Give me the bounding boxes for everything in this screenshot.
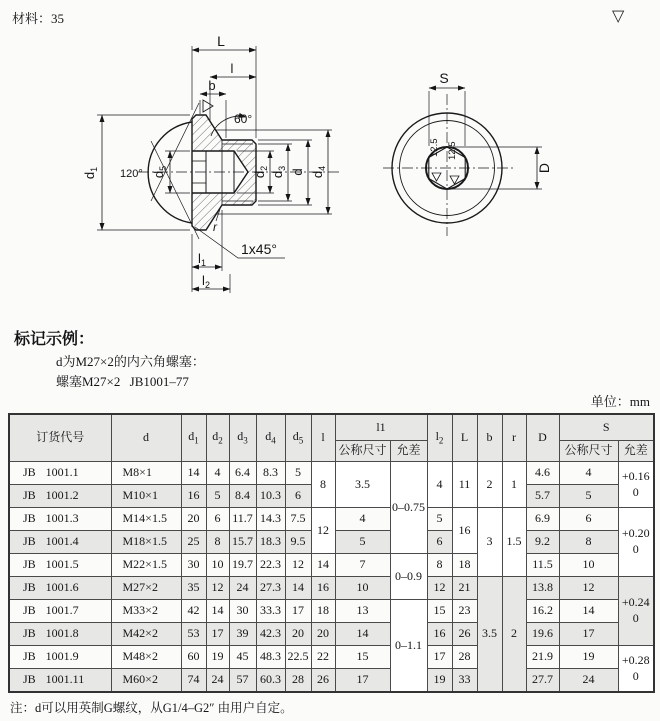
cell-l: 18	[311, 600, 335, 623]
cell-D: 27.7	[526, 669, 559, 693]
cell-d: M60×2	[111, 669, 181, 693]
cell-d2: 5	[206, 485, 229, 508]
plug-section-body	[192, 115, 256, 230]
cell-D: 21.9	[526, 646, 559, 669]
col-header-code: 订货代号	[9, 414, 111, 462]
cell-s-tolerance: +0.24 0	[618, 577, 654, 646]
cell-code: JB 1001.9	[9, 646, 111, 669]
cell-l2: 6	[427, 531, 452, 554]
cell-d5: 5	[285, 462, 311, 485]
cell-d1: 14	[181, 462, 206, 485]
cell-d1: 60	[181, 646, 206, 669]
material-label: 材料：35	[12, 11, 65, 26]
cell-l2: 17	[427, 646, 452, 669]
cell-d3: 6.4	[229, 462, 256, 485]
chamfer-label: 1x45°	[241, 241, 277, 257]
cell-s-tolerance: +0.28 0	[618, 646, 654, 693]
surface-finish-triangle-icon: ▽	[612, 6, 625, 25]
cell-l1-nominal: 13	[335, 600, 390, 623]
col-header-l: l	[311, 414, 335, 462]
cell-L: 16	[452, 508, 477, 554]
cell-d: M10×1	[111, 485, 181, 508]
cell-code: JB 1001.2	[9, 485, 111, 508]
cell-d2: 19	[206, 646, 229, 669]
dim-label-b: b	[208, 78, 216, 93]
cell-d1: 20	[181, 508, 206, 531]
dim-label-d1: $d_1$	[82, 166, 99, 180]
cell-d4: 33.3	[256, 600, 285, 623]
cell-d3: 15.7	[229, 531, 256, 554]
cell-d5: 12	[285, 554, 311, 577]
cell-d1: 30	[181, 554, 206, 577]
cell-d: M42×2	[111, 623, 181, 646]
cell-d1: 53	[181, 623, 206, 646]
cell-d5: 20	[285, 623, 311, 646]
cell-b: 2	[477, 462, 502, 508]
cell-l2: 8	[427, 554, 452, 577]
cell-L: 11	[452, 462, 477, 508]
cell-d3: 57	[229, 669, 256, 693]
cell-D: 13.8	[526, 577, 559, 600]
dim-label-l2: $l_2$	[202, 273, 210, 290]
cell-d5: 9.5	[285, 531, 311, 554]
cell-l1-nominal: 10	[335, 577, 390, 600]
roughness-value-2: 12.5	[447, 141, 458, 160]
cell-d4: 27.3	[256, 577, 285, 600]
cell-code: JB 1001.4	[9, 531, 111, 554]
cell-D: 11.5	[526, 554, 559, 577]
cell-l1-nominal: 3.5	[335, 462, 390, 508]
cell-L: 33	[452, 669, 477, 693]
marking-example-line: 螺塞M27×2 JB1001–77	[56, 374, 189, 389]
cell-d5: 14	[285, 577, 311, 600]
col-header-s-tolerance: 允差	[618, 441, 654, 462]
col-header-d: d	[111, 414, 181, 462]
col-header-l2: $l_2$	[427, 414, 452, 462]
cell-l2: 16	[427, 623, 452, 646]
cell-d2: 17	[206, 623, 229, 646]
col-header-d3: $d_3$	[229, 414, 256, 462]
cell-s-nominal: 8	[559, 531, 618, 554]
cell-l1-nominal: 15	[335, 646, 390, 669]
cell-d2: 24	[206, 669, 229, 693]
dim-label-l1: $l_1$	[198, 251, 206, 268]
table-row	[9, 600, 654, 623]
dim-label-L: L	[217, 33, 225, 49]
cell-d2: 6	[206, 508, 229, 531]
cell-code: JB 1001.6	[9, 577, 111, 600]
cell-code: JB 1001.8	[9, 623, 111, 646]
cell-l: 26	[311, 669, 335, 693]
cell-L: 21	[452, 577, 477, 600]
table-row	[9, 577, 654, 600]
cell-r: 2	[502, 577, 526, 693]
col-group-S: S	[559, 414, 654, 441]
col-header-l1-nominal: 公称尺寸	[335, 441, 390, 462]
cell-l: 20	[311, 623, 335, 646]
cell-s-nominal: 4	[559, 462, 618, 485]
cell-code: JB 1001.1	[9, 462, 111, 485]
cell-s-nominal: 19	[559, 646, 618, 669]
dim-label-d4: $d_4$	[310, 165, 327, 179]
cell-s-tolerance: +0.16 0	[618, 462, 654, 508]
cell-d5: 22.5	[285, 646, 311, 669]
cell-b: 3	[477, 508, 502, 577]
cell-l1-tolerance: 0–1.1	[390, 600, 427, 693]
roughness-icon	[432, 173, 441, 181]
dim-label-d3: $d_3$	[270, 165, 287, 179]
cell-code: JB 1001.11	[9, 669, 111, 693]
dim-label-d2: $d_2$	[252, 165, 269, 179]
table-row	[9, 646, 654, 669]
cell-l: 16	[311, 577, 335, 600]
unit-label: 单位：mm	[590, 394, 650, 409]
dim-label-d: d	[290, 168, 305, 176]
cell-L: 23	[452, 600, 477, 623]
cell-l2: 12	[427, 577, 452, 600]
cell-code: JB 1001.3	[9, 508, 111, 531]
cell-d3: 30	[229, 600, 256, 623]
cell-s-nominal: 10	[559, 554, 618, 577]
cell-b: 3.5	[477, 577, 502, 693]
cell-d: M14×1.5	[111, 508, 181, 531]
cell-d3: 19.7	[229, 554, 256, 577]
footnote: 注：d可以用英制G螺纹，从G1/4–G2″ 由用户自定。	[10, 701, 293, 715]
dim-label-d5: $d_5$	[151, 165, 168, 179]
cell-d3: 45	[229, 646, 256, 669]
cell-d1: 16	[181, 485, 206, 508]
cell-l1-nominal: 7	[335, 554, 390, 577]
cell-s-nominal: 14	[559, 600, 618, 623]
cell-D: 4.6	[526, 462, 559, 485]
col-group-l1: l1	[335, 414, 427, 441]
cell-d5: 7.5	[285, 508, 311, 531]
dim-label-S: S	[439, 70, 449, 86]
angle-label-60: 60°	[234, 112, 253, 126]
cell-d4: 48.3	[256, 646, 285, 669]
cell-l1-nominal: 17	[335, 669, 390, 693]
cell-L: 28	[452, 646, 477, 669]
roughness-value-1: 12.5	[429, 138, 440, 157]
col-header-s-nominal: 公称尺寸	[559, 441, 618, 462]
cell-d4: 10.3	[256, 485, 285, 508]
cell-d4: 14.3	[256, 508, 285, 531]
col-header-d5: $d_5$	[285, 414, 311, 462]
cell-d2: 12	[206, 577, 229, 600]
cell-l1-nominal: 4	[335, 508, 390, 531]
cross-section-view	[82, 33, 342, 293]
cell-d4: 22.3	[256, 554, 285, 577]
cell-l: 14	[311, 554, 335, 577]
cell-d: M27×2	[111, 577, 181, 600]
cell-l: 22	[311, 646, 335, 669]
cell-d2: 10	[206, 554, 229, 577]
col-header-L: L	[452, 414, 477, 462]
cell-d2: 8	[206, 531, 229, 554]
cell-code: JB 1001.7	[9, 600, 111, 623]
cell-r: 1	[502, 462, 526, 508]
cell-l2: 15	[427, 600, 452, 623]
cell-d5: 28	[285, 669, 311, 693]
cell-L: 26	[452, 623, 477, 646]
dim-label-r: r	[213, 220, 217, 234]
table-row	[9, 508, 654, 531]
cell-d4: 18.3	[256, 531, 285, 554]
cell-D: 16.2	[526, 600, 559, 623]
end-view	[383, 70, 552, 236]
cell-d: M22×1.5	[111, 554, 181, 577]
cell-D: 5.7	[526, 485, 559, 508]
cell-l1-tolerance: 0–0.9	[390, 554, 427, 600]
cell-s-nominal: 6	[559, 508, 618, 531]
cell-D: 9.2	[526, 531, 559, 554]
cell-l: 8	[311, 462, 335, 508]
cell-d1: 35	[181, 577, 206, 600]
cell-d3: 39	[229, 623, 256, 646]
cell-d: M8×1	[111, 462, 181, 485]
cell-L: 18	[452, 554, 477, 577]
dim-label-D: D	[536, 162, 552, 174]
cell-D: 19.6	[526, 623, 559, 646]
cell-d1: 25	[181, 531, 206, 554]
roughness-icon	[203, 100, 213, 112]
cell-d1: 74	[181, 669, 206, 693]
cell-s-nominal: 5	[559, 485, 618, 508]
table-row	[9, 554, 654, 577]
table-row	[9, 623, 654, 646]
cell-d5: 17	[285, 600, 311, 623]
col-header-l1-tolerance: 允差	[390, 441, 427, 462]
col-header-b: b	[477, 414, 502, 462]
cell-d4: 60.3	[256, 669, 285, 693]
cell-d2: 14	[206, 600, 229, 623]
dim-label-l: l	[230, 61, 234, 76]
cell-l: 12	[311, 508, 335, 554]
cell-s-nominal: 17	[559, 623, 618, 646]
cell-d4: 42.3	[256, 623, 285, 646]
cell-s-tolerance: +0.20 0	[618, 508, 654, 577]
cell-d5: 6	[285, 485, 311, 508]
cell-l1-nominal: 5	[335, 531, 390, 554]
angle-label-120: 120°	[120, 168, 143, 180]
cell-l1-nominal: 14	[335, 623, 390, 646]
cell-code: JB 1001.5	[9, 554, 111, 577]
col-header-d2: $d_2$	[206, 414, 229, 462]
cell-s-nominal: 12	[559, 577, 618, 600]
marking-example-line: d为M27×2的内六角螺塞：	[56, 354, 205, 369]
col-header-D: D	[526, 414, 559, 462]
cell-s-nominal: 24	[559, 669, 618, 693]
cell-D: 6.9	[526, 508, 559, 531]
cell-d1: 42	[181, 600, 206, 623]
cell-d3: 11.7	[229, 508, 256, 531]
col-header-d4: $d_4$	[256, 414, 285, 462]
spec-table	[8, 413, 655, 693]
col-header-r: r	[502, 414, 526, 462]
cell-l2: 4	[427, 462, 452, 508]
cell-l2: 19	[427, 669, 452, 693]
cell-l2: 5	[427, 508, 452, 531]
table-row	[9, 462, 654, 485]
header-row	[9, 414, 654, 441]
cell-d4: 8.3	[256, 462, 285, 485]
cell-d: M48×2	[111, 646, 181, 669]
cell-r: 1.5	[502, 508, 526, 577]
cell-l1-tolerance: 0–0.75	[390, 462, 427, 554]
cell-d: M18×1.5	[111, 531, 181, 554]
cell-d: M33×2	[111, 600, 181, 623]
cell-d2: 4	[206, 462, 229, 485]
technical-drawing	[0, 30, 660, 315]
table-row	[9, 669, 654, 693]
marking-example-title: 标记示例：	[14, 331, 95, 348]
cell-d3: 8.4	[229, 485, 256, 508]
col-header-d1: $d_1$	[181, 414, 206, 462]
cell-d3: 24	[229, 577, 256, 600]
